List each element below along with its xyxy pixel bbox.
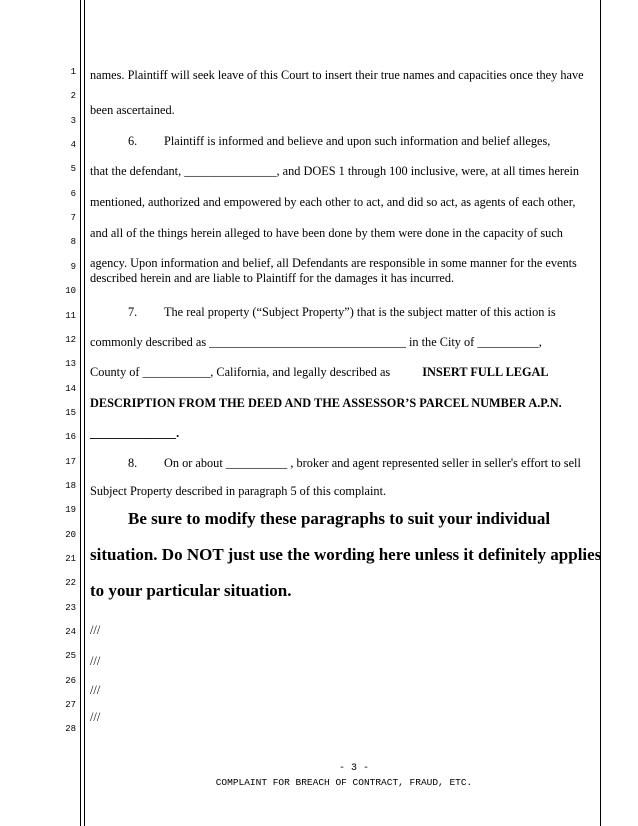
continuation-slashes: /// <box>90 623 101 637</box>
line-number: 21 <box>65 554 76 564</box>
line-number: 1 <box>70 67 76 77</box>
footer-title: COMPLAINT FOR BREACH OF CONTRACT, FRAUD, ETC. <box>215 777 473 788</box>
line-number: 13 <box>65 359 76 370</box>
line-number: 2 <box>70 91 76 102</box>
text-line <box>90 194 575 210</box>
line-text: been ascertained. <box>90 103 175 117</box>
line-number: 27 <box>65 700 76 711</box>
text-line <box>90 304 556 320</box>
text-line <box>90 270 454 286</box>
bold-instruction: ______________. <box>90 426 180 440</box>
line-number: 18 <box>65 480 76 491</box>
notice-line: situation. Do NOT just use the wording here unless it definitely applies <box>90 545 602 564</box>
text-line <box>90 133 550 149</box>
text-line <box>90 364 549 380</box>
paragraph-number: 6. <box>128 134 138 148</box>
line-number: 7 <box>70 213 76 224</box>
line-number: 10 <box>65 286 76 297</box>
line-text: agency. Upon information and belief, all Defendants are responsible in some manner for the events <box>90 256 577 270</box>
continuation-slashes: /// <box>90 654 101 668</box>
right-margin-rule <box>600 0 601 826</box>
line-text: names. Plaintiff will seek leave of this Court to insert their true names and capacities once they have <box>90 68 584 82</box>
text-line <box>90 334 542 350</box>
continuation-slashes: /// <box>90 683 101 697</box>
bold-instruction: INSERT FULL LEGAL <box>422 365 549 379</box>
notice-line: Be sure to modify these paragraphs to suit your individual <box>128 509 551 528</box>
paragraph-number: 7. <box>128 305 138 319</box>
line-number: 11 <box>65 310 76 321</box>
line-text: described herein and are liable to Plaintiff for the damages it has incurred. <box>90 271 455 285</box>
line-number: 9 <box>70 261 76 272</box>
line-number: 24 <box>65 627 76 638</box>
text-line <box>90 67 584 83</box>
left-margin-rule-outer <box>80 0 81 826</box>
left-margin-rule-inner <box>84 0 85 826</box>
line-number: 14 <box>65 383 76 394</box>
line-number: 23 <box>65 602 76 613</box>
text-line <box>90 483 386 499</box>
text-line <box>90 255 577 271</box>
page-number: - 3 - <box>338 763 369 774</box>
line-number: 12 <box>65 334 76 345</box>
line-number: 16 <box>65 432 76 443</box>
line-number: 5 <box>70 164 76 175</box>
text-line <box>90 425 179 441</box>
line-number: 15 <box>65 407 76 418</box>
line-text: The real property (“Subject Property”) that is the subject matter of this action is <box>164 305 556 319</box>
line-text: On or about __________ , broker and agent represented seller in seller's effort to sell <box>164 456 581 470</box>
continuation-slashes: /// <box>90 710 101 724</box>
line-number: 26 <box>65 675 76 686</box>
paragraph-number: 8. <box>128 456 138 470</box>
line-number: 25 <box>65 651 76 662</box>
line-text: County of ___________, California, and legally described as <box>90 365 391 379</box>
text-line <box>90 102 175 118</box>
line-text: Subject Property described in paragraph 5 of this complaint. <box>90 484 387 498</box>
line-text: mentioned, authorized and empowered by each other to act, and did so act, as agents of each other, <box>90 195 576 209</box>
line-number: 4 <box>70 140 76 151</box>
line-number: 20 <box>65 529 76 540</box>
line-text: and all of the things herein alleged to have been done by them were done in the capacity of such <box>90 226 563 240</box>
line-number: 17 <box>65 456 76 467</box>
line-number: 28 <box>65 724 76 735</box>
text-line <box>90 163 579 179</box>
text-line <box>90 455 581 471</box>
text-line <box>90 395 562 411</box>
notice-line: to your particular situation. <box>90 581 292 600</box>
line-text: that the defendant, _______________, and DOES 1 through 100 inclusive, were, at all times herein <box>90 164 580 178</box>
line-number: 19 <box>65 505 76 516</box>
line-number: 3 <box>70 115 76 126</box>
line-number: 8 <box>70 237 76 248</box>
bold-instruction: DESCRIPTION FROM THE DEED AND THE ASSESSOR’S PARCEL NUMBER A.P.N. <box>90 396 562 410</box>
page-footer <box>0 762 638 790</box>
line-text: Plaintiff is informed and believe and upon such information and belief alleges, <box>164 134 551 148</box>
text-line <box>90 225 563 241</box>
line-number: 22 <box>65 578 76 589</box>
line-text: commonly described as ________________________________ in the City of __________, <box>90 335 542 349</box>
line-number: 6 <box>70 188 76 199</box>
